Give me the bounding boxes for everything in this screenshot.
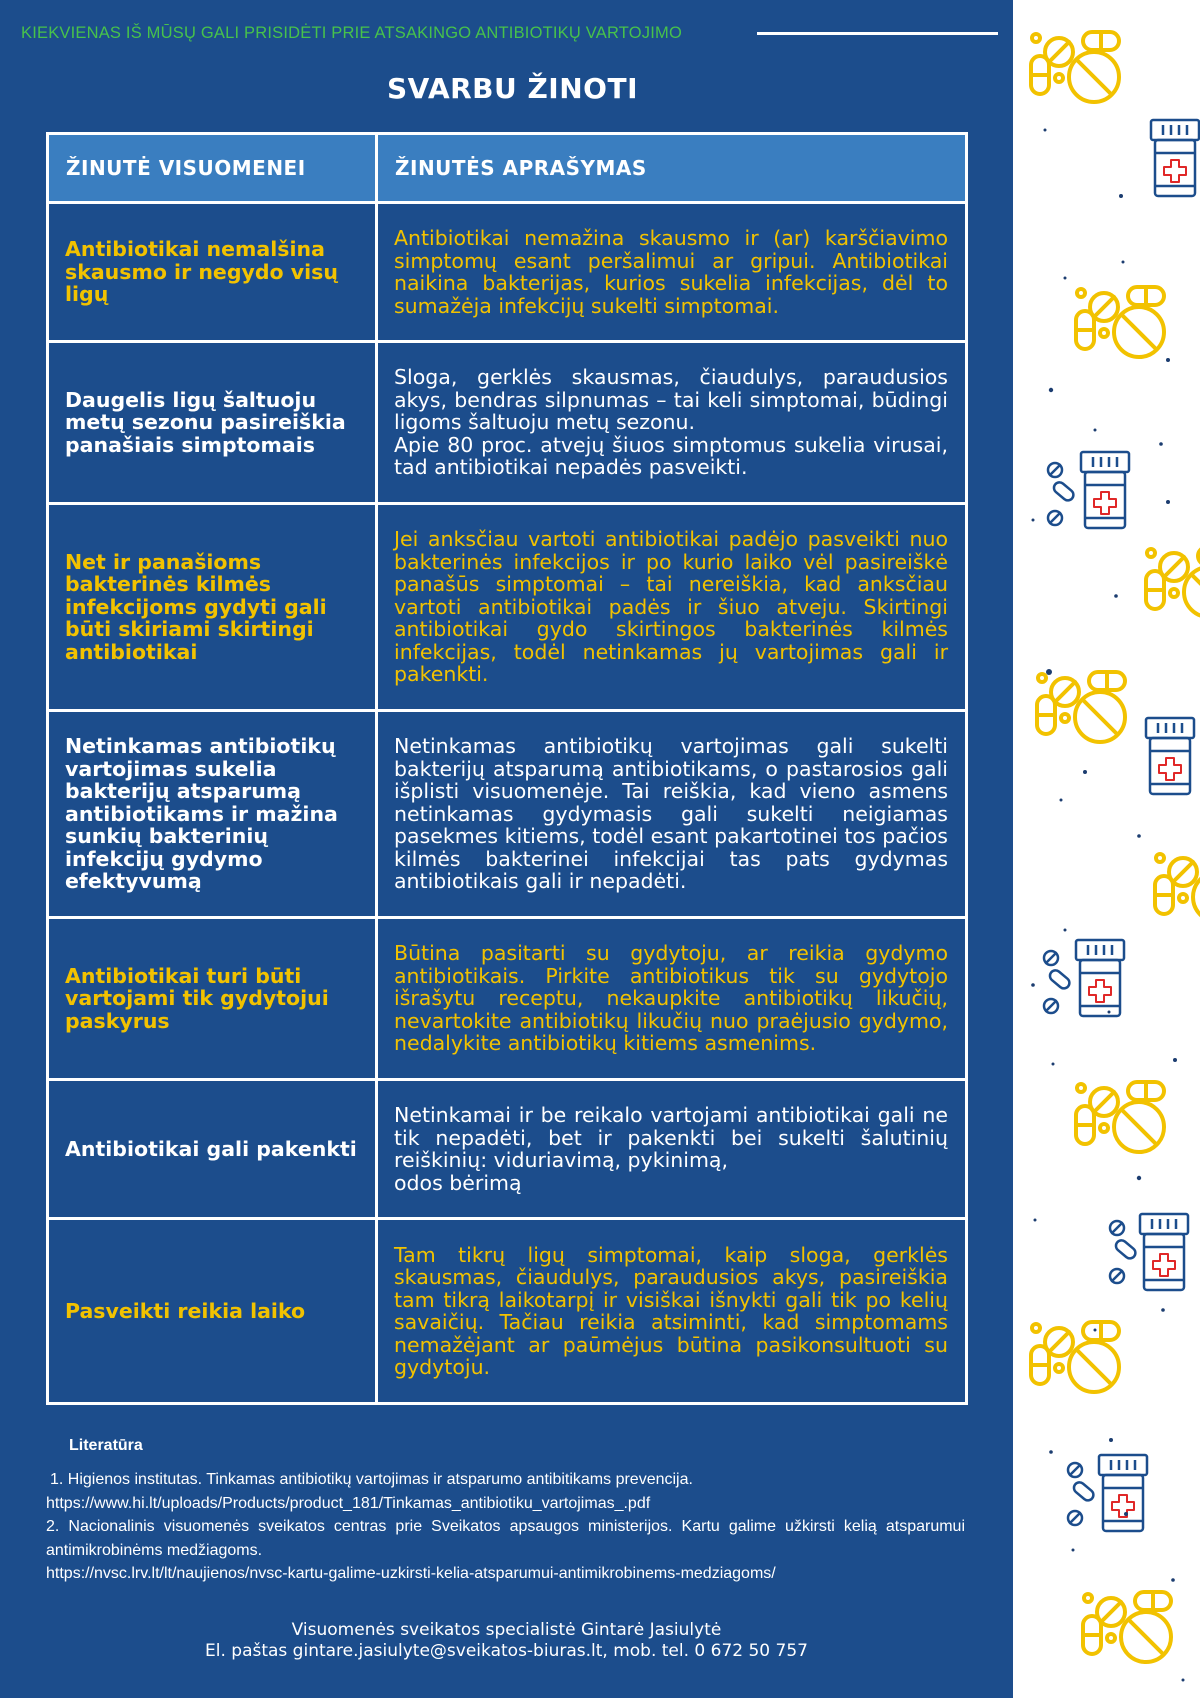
row-message: Antibiotikai turi būti vartojami tik gydytojui paskyrus [48, 918, 377, 1080]
table-row [48, 1080, 967, 1219]
page-title: SVARBU ŽINOTI [387, 72, 638, 105]
row-message: Netinkamas antibiotikų vartojimas sukelia bakterijų atsparumą antibiotikams ir mažina sunkių bakterinių infekcijų gydymo efektyvumą [48, 711, 377, 918]
medicine-bottle-icon [1081, 452, 1129, 528]
row-description: Tam tikrų ligų simptomai, kaip sloga, gerklės skausmas, čiaudulys, paraudusios akys, pasireiškia tam tikrą laikotarpį ir visiškai išnykti gali tik po kelių savaičių. Tačiau reikia atsiminti, kad simptomams nemažėjant ar paūmėjus būtina pasikonsultuoti su gydytoju. [377, 1219, 967, 1404]
pills-icon [1146, 547, 1200, 617]
column-header-description: ŽINUTĖS APRAŠYMAS [377, 134, 967, 203]
speckles [1031, 129, 1184, 1682]
tagline-divider [757, 32, 998, 35]
medicine-bottle-icon [1140, 1214, 1188, 1290]
medicine-bottle-icon [1151, 120, 1199, 196]
table-header-row [48, 134, 967, 203]
pills-icon [1076, 1082, 1164, 1152]
tagline: KIEKVIENAS IŠ MŪSŲ GALI PRISIDĖTI PRIE ATSAKINGO ANTIBIOTIKŲ VARTOJIMO [21, 24, 683, 42]
sidebar-illustration [1013, 0, 1200, 1698]
row-message: Daugelis ligų šaltuoju metų sezonu pasireiškia panašiais simptomais [48, 342, 377, 504]
row-message: Net ir panašioms bakterinės kilmės infekcijoms gydyti gali būti skiriami skirtingi antibiotikai [48, 504, 377, 711]
row-message: Pasveikti reikia laiko [48, 1219, 377, 1404]
pills-icon [1083, 1592, 1171, 1662]
footer-email-phone: El. paštas gintare.jasiulyte@sveikatos-biuras.lt, mob. tel. 0 672 50 757 [205, 1641, 808, 1661]
row-message: Antibiotikai nemalšina skausmo ir negydo visų ligų [48, 203, 377, 342]
row-description: Antibiotikai nemažina skausmo ir (ar) karščiavimo simptomų esant peršalimui ar gripui. Antibiotikai naikina bakterijas, kurios sukelia infekcijas, dėl to sumažėja infekcijų sukelti simptomai. [377, 203, 967, 342]
reference-item: 1. Higienos institutas. Tinkamas antibiotikų vartojimas ir atsparumo antibitikams prevencija. [50, 1471, 693, 1488]
table-row [48, 504, 967, 711]
footer-contact [0, 1620, 1013, 1662]
pills-icon [1044, 951, 1072, 1013]
reference-link[interactable]: https://nvsc.lrv.lt/lt/naujienos/nvsc-kartu-galime-uzkirsti-kelia-atsparumui-antimikrobinems-medziagoms/ [46, 1565, 776, 1582]
table-row [48, 918, 967, 1080]
pills-icon [1048, 463, 1076, 525]
table-row [48, 342, 967, 504]
table-row [48, 1219, 967, 1404]
row-description: Netinkamai ir be reikalo vartojami antibiotikai gali ne tik nepadėti, bet ir pakenkti bei sukelti šalutinių reiškinių: viduriavimą, pykinimą, odos bėrimą [377, 1080, 967, 1219]
row-description: Jei anksčiau vartoti antibiotikai padėjo pasveikti nuo bakterinės infekcijos ir po kurio laiko vėl pasireiškė panašūs simptomai – tai nereiškia, kad anksčiau vartoti antibiotikai padės ir šiuo atveju. Skirtingi antibiotikai gydo skirtingos bakterinės kilmės infekcijas, todėl netinkamas jų vartojimas gali ir pakenkti. [377, 504, 967, 711]
literature-list [46, 1468, 965, 1586]
decorative-sidebar [1013, 0, 1200, 1698]
table-row [48, 203, 967, 342]
pills-icon [1031, 1322, 1119, 1392]
literature-title: Literatūra [69, 1437, 143, 1454]
medicine-bottle-icon [1146, 718, 1194, 794]
pills-icon [1076, 287, 1164, 357]
table-row [48, 711, 967, 918]
reference-link[interactable]: https://www.hi.lt/uploads/Products/product_181/Tinkamas_antibiotiku_vartojimas_.pdf [46, 1494, 651, 1512]
pills-icon [1037, 672, 1125, 742]
medicine-bottle-icon [1076, 940, 1124, 1016]
medicine-bottle-icon [1099, 1455, 1147, 1531]
pills-icon [1068, 1463, 1096, 1525]
row-description: Netinkamas antibiotikų vartojimas gali sukelti bakterijų atsparumą antibiotikams, o pastarosios gali išplisti visuomenėje. Tai reiškia, kad vieno asmens netinkamas gydymasis gali sukelti neigiamas pasekmes kitiems, todėl esant pakartotinei tos pačios kilmės bakterinei infekcijai tas pats gydymas antibiotikais gali ir nepadėti. [377, 711, 967, 918]
messages-table [46, 132, 968, 1405]
pills-icon [1110, 1221, 1138, 1283]
pills-icon [1155, 852, 1200, 922]
row-message: Antibiotikai gali pakenkti [48, 1080, 377, 1219]
row-description: Būtina pasitarti su gydytoju, ar reikia gydymo antibiotikais. Pirkite antibiotikus tik su gydytojo išrašytu receptu, nekaupkite antibiotikų likučių, nevartokite antibiotikų likučių nuo praėjusio gydymo, nedalykite antibiotikų kitiems asmenims. [377, 918, 967, 1080]
row-description: Sloga, gerklės skausmas, čiaudulys, paraudusios akys, bendras silpnumas – tai keli simptomai, būdingi ligoms šaltuoju metų sezonu. Apie 80 proc. atvejų šiuos simptomus sukelia virusai, tad antibiotikai nepadės pasveikti. [377, 342, 967, 504]
column-header-message: ŽINUTĖ VISUOMENEI [48, 134, 377, 203]
footer-author: Visuomenės sveikatos specialistė Gintarė Jasiulytė [291, 1620, 722, 1640]
pills-icon [1031, 32, 1119, 102]
reference-item: 2. Nacionalinis visuomenės sveikatos centras prie Sveikatos apsaugos ministerijos. Kartu galime užkirsti kelią atsparumui antimikrobinėms medžiagoms. [46, 1518, 965, 1559]
